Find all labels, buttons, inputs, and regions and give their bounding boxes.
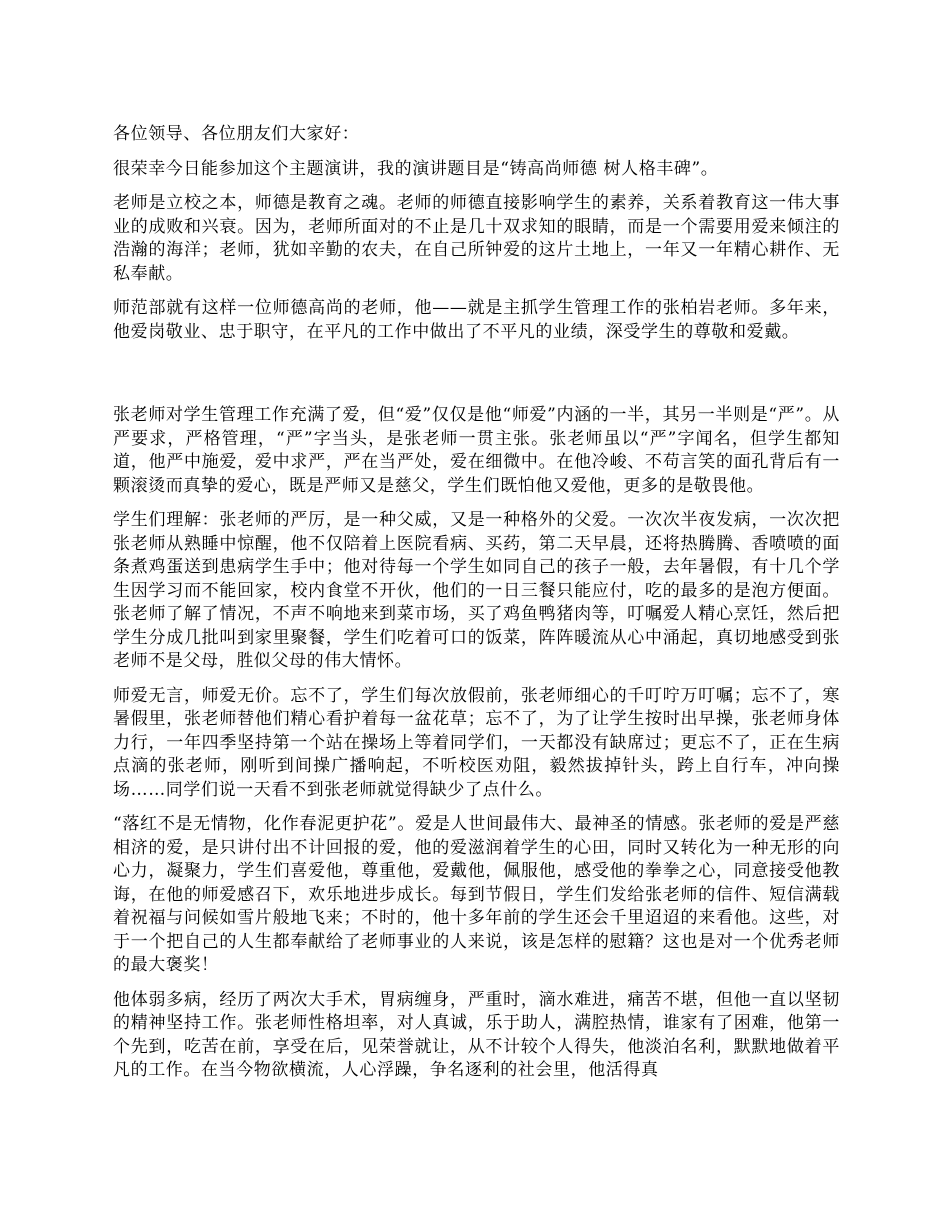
section-gap: [113, 355, 840, 404]
body-paragraph: 师爱无言，师爱无价。忘不了，学生们每次放假前，张老师细心的千叮咛万叮嘱；忘不了，寒暑假里，张老师替他们精心看护着每一盆花草；忘不了，为了让学生按时出早操，张老师身体力行，一年四季坚持第一个站在操场上等着同学们，一天都没有缺席过；更忘不了，正在生病点滴的张老师，刚听到间操广播响起，不听校医劝阻，毅然拔掉针头，跨上自行车，冲向操场……同学们说一天看不到张老师就觉得缺少了点什么。: [113, 685, 840, 800]
body-paragraph: 老师是立校之本，师德是教育之魂。老师的师德直接影响学生的素养，关系着教育这一伟大事业的成败和兴衰。因为，老师所面对的不止是几十双求知的眼睛，而是一个需要用爱来倾注的浩瀚的海洋；老师，犹如辛勤的农夫，在自己所钟爱的这片土地上，一年又一年精心耕作、无私奉献。: [113, 193, 840, 284]
body-paragraph: “落红不是无情物，化作春泥更护花”。爱是人世间最伟大、最神圣的情感。张老师的爱是严慈相济的爱，是只讲付出不计回报的爱，他的爱滋润着学生的心田，同时又转化为一种无形的向心力，凝聚力，学生们喜爱他，尊重他，爱戴他，佩服他，感受他的拳拳之心，同意接受他教诲，在他的师爱感召下，欢乐地进步成长。每到节假日，学生们发给张老师的信件、短信满载着祝福与问候如雪片般地飞来；不时的，他十多年前的学生还会千里迢迢的来看他。这些，对于一个把自己的人生都奉献给了老师事业的人来说，该是怎样的慰籍？这也是对一个优秀老师的最大褒奖！: [113, 814, 840, 975]
greeting-paragraph: 各位领导、各位朋友们大家好：: [113, 124, 360, 144]
speech-document: [113, 123, 840, 1094]
body-paragraph: 师范部就有这样一位师德高尚的老师，他——就是主抓学生管理工作的张柏岩老师。多年来，他爱岗敬业、忠于职守，在平凡的工作中做出了不平凡的业绩，深受学生的尊敬和爱戴。: [113, 298, 840, 342]
intro-paragraph: 很荣幸今日能参加这个主题演讲，我的演讲题目是“铸高尚师德 树人格丰碑”。: [113, 158, 719, 179]
body-paragraph: 他体弱多病，经历了两次大手术，胃病缠身，严重时，滴水难进，痛苦不堪，但他一直以坚韧的精神坚持工作。张老师性格坦率，对人真诚，乐于助人，满腔热情，谁家有了困难，他第一个先到，吃苦在前，享受在后，见荣誉就让，从不计较个人得失，他淡泊名利，默默地做着平凡的工作。在当今物欲横流，人心浮躁，争名逐利的社会里，他活得真: [113, 989, 840, 1080]
body-paragraph: 学生们理解：张老师的严厉，是一种父威，又是一种格外的父爱。一次次半夜发病，一次次把张老师从熟睡中惊醒，他不仅陪着上医院看病、买药，第二天早晨，还将热腾腾、香喷喷的面条煮鸡蛋送到患病学生手中；他对待每一个学生如同自己的孩子一般，去年暑假，有十几个学生因学习而不能回家，校内食堂不开伙，他们的一日三餐只能应付，吃的最多的是泡方便面。张老师了解了情况，不声不响地来到菜市场，买了鸡鱼鸭猪肉等，叮嘱爱人精心烹饪，然后把学生分成几批叫到家里聚餐，学生们吃着可口的饭菜，阵阵暖流从心中涌起，真切地感受到张老师不是父母，胜似父母的伟大情怀。: [113, 510, 840, 671]
body-paragraph: 张老师对学生管理工作充满了爱，但“爱”仅仅是他“师爱”内涵的一半，其另一半则是“严”。从严要求，严格管理，“严”字当头，是张老师一贯主张。张老师虽以“严”字闻名，但学生都知道，他严中施爱，爱中求严，严在当严处，爱在细微中。在他冷峻、不苟言笑的面孔背后有一颗滚烫而真挚的爱心，既是严师又是慈父，学生们既怕他又爱他，更多的是敬畏他。: [113, 405, 840, 496]
